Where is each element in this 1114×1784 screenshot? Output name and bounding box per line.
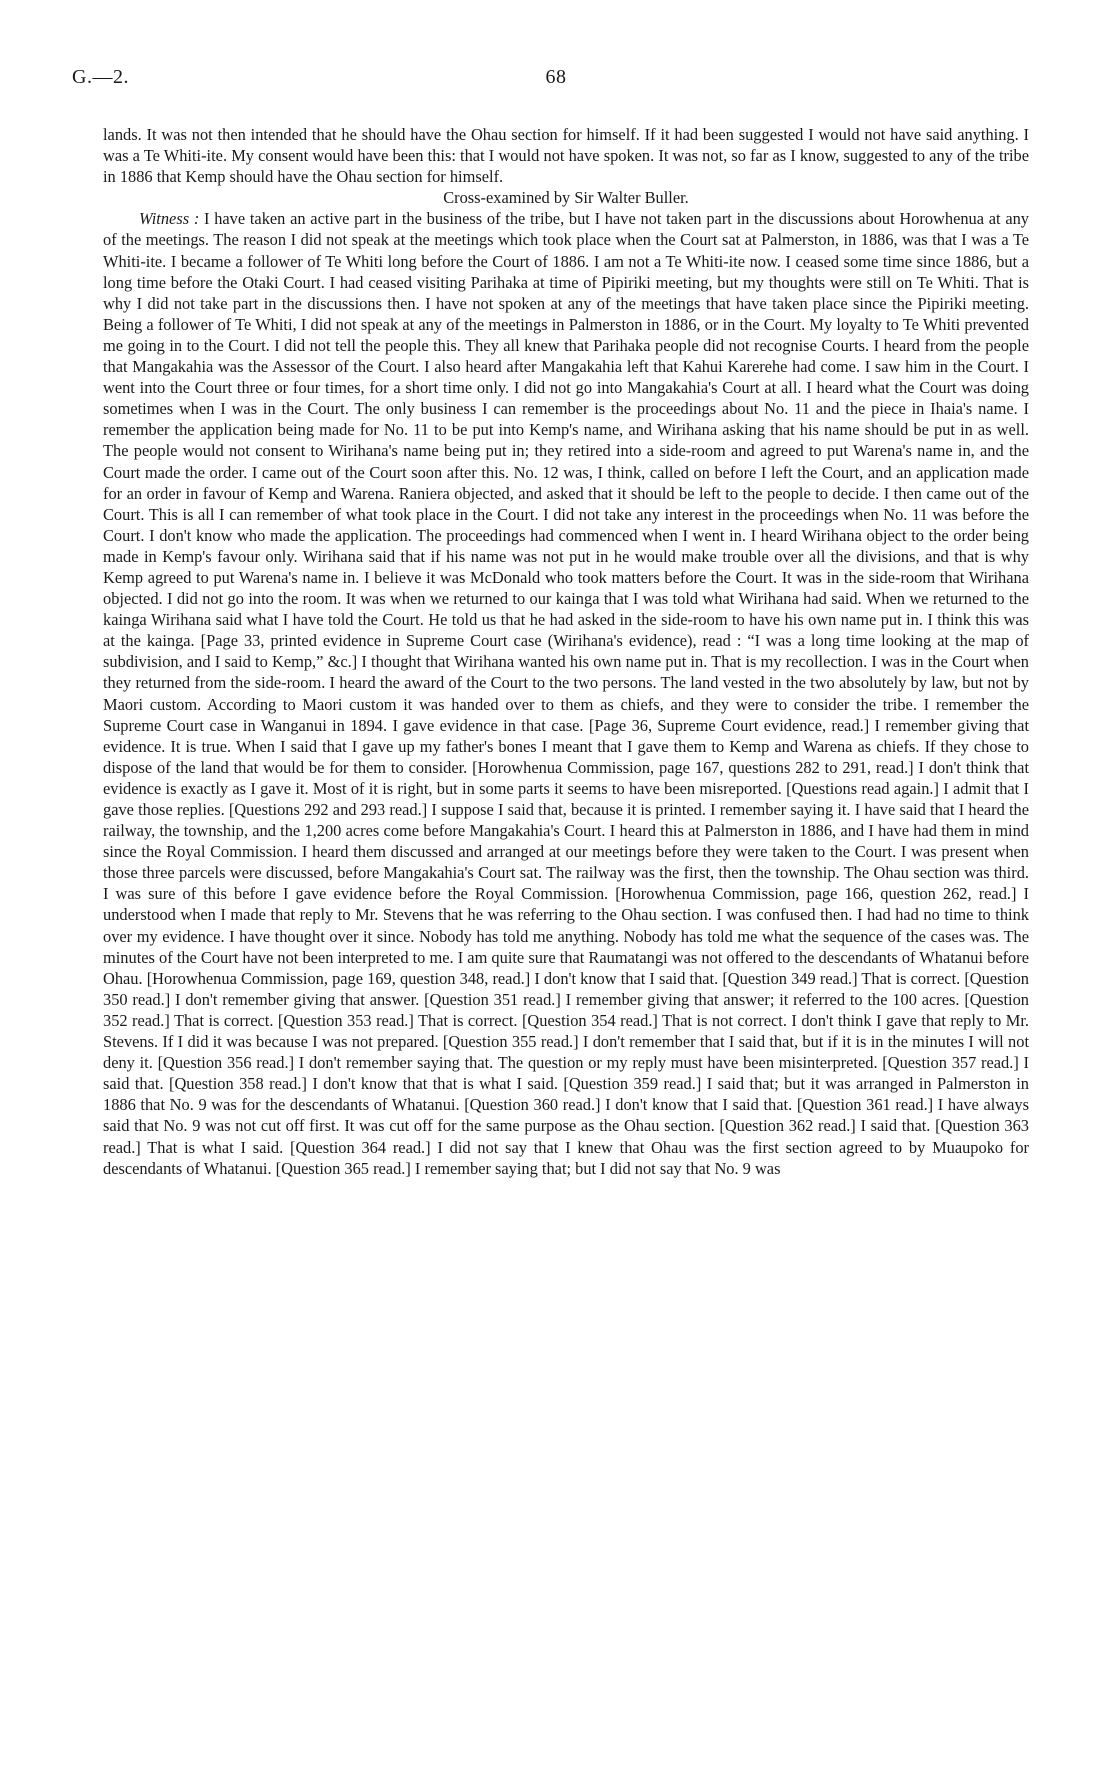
witness-testimony-paragraph [103,208,1029,1178]
page-header [72,66,1040,96]
page-number: 68 [545,66,567,88]
witness-label: Witness : [139,209,200,229]
parliamentary-paper-reference: G.—2. [72,66,129,88]
section-heading: Cross-examined by Sir Walter Buller. [443,188,689,208]
document-body [103,124,1029,1179]
continuation-paragraph: lands. It was not then intended that he should have the Ohau section for himself. If it had been suggested I would not have said anything. I was a Te Whiti-ite. My consent would have been this: that I would not have spoken. It was not, so far as I know, suggested to any of the tribe in 1886 that Kemp should have the Ohau section for himself. [103,125,1029,187]
witness-testimony-text: I have taken an active part in the business of the tribe, but I have not taken part in the discussions about Horowhenua at any of the meetings. The reason I did not speak at the meetings which took place when the Court sat at Palmerston, in 1886, was that I was a Te Whiti-ite. I became a follower of Te Whiti long before the Court of 1886. I am not a Te Whiti-ite now. I ceased some time since 1886, but a long time before the Otaki Court. I had ceased visiting Parihaka at time of Pipiriki meeting, but my thoughts were still on Te Whiti. That is why I did not take part in the discussions then. I have not spoken at any of the meetings that have taken place since the Pipiriki meeting. Being a follower of Te Whiti, I did not speak at any of the meetings in Palmerston in 1886, or in the Court. My loyalty to Te Whiti prevented me going in to the Court. I did not tell the people this. They all knew that Parihaka people did not recognise Courts. I heard from the people that Mangakahia was the Assessor of the Court. I also heard after Mangakahia left that Kahui Karerehe had come. I saw him in the Court. I went into the Court three or four times, for a short time only. I did not go into Mangakahia's Court at all. I heard what the Court was doing sometimes when I was in the Court. The only business I can remember is the proceedings about No. 11 and the piece in Ihaia's name. I remember the application being made for No. 11 to be put into Kemp's name, and Wirihana asking that his name should be put in as well. The people would not consent to Wirihana's name being put in; they retired into a side-room and agreed to put Warena's name in, and the Court made the order. I came out of the Court soon after this. No. 12 was, I think, called on before I left the Court, and an application made for an order in favour of Kemp and Warena. Raniera objected, and asked that it should be left to the people to decide. I then came out of the Court. This is all I can remember of what took place in the Court. I did not take any interest in the proceedings when No. 11 was before the Court. I don't know who made the application. The proceedings had commenced when I went in. I heard Wirihana object to the order being made in Kemp's favour only. Wirihana said that if his name was not put in he would make trouble over all the divisions, and that is why Kemp agreed to put Warena's name in. I believe it was McDonald who took matters before the Court. It was in the side-room that Wirihana objected. I did not go into the room. It was when we returned to our kainga that I was told what Wirihana had said. When we returned to the kainga Wirihana said what I have told the Court. He told us that he had asked in the side-room to have his own name put in. I think this was at the kainga. [Page 33, printed evidence in Supreme Court case (Wirihana's evidence), read : “I was a long time looking at the map of subdivision, and I said to Kemp,” &c.] I thought that Wirihana wanted his own name put in. That is my recollection. I was in the Court when they returned from the side-room. I heard the award of the Court to the two persons. The land vested in the two absolutely by law, but not by Maori custom. According to Maori custom it was handed over to them as chiefs, and they were to consider the tribe. I remember the Supreme Court case in Wanganui in 1894. I gave evidence in that case. [Page 36, Supreme Court evidence, read.] I remember giving that evidence. It is true. When I said that I gave up my father's bones I meant that I gave them to Kemp and Warena as chiefs. If they chose to dispose of the land that would be for them to consider. [Horowhenua Commission, page 167, questions 282 to 291, read.] I don't think that evidence is exactly as I gave it. Most of it is right, but in some parts it seems to have been misreported. [Questions read again.] I admit that I gave those replies. [Questions 292 and 293 read.] I suppose I said that, because it is printed. I remember saying it. I have said that I heard the railway, the township, and the 1,200 acres come before Mangakahia's Court. I heard this at Palmerston in 1886, and I have had them in mind since the Royal Commission. I heard them discussed and arranged at our meetings before they were taken to the Court. I was present when those three parcels were discussed, before Mangakahia's Court sat. The railway was the first, then the township. The Ohau section was third. I was sure of this before I gave evidence before the Royal Commission. [Horowhenua Commission, page 166, question 262, read.] I understood when I made that reply to Mr. Stevens that he was referring to the Ohau section. I was confused then. I had had no time to think over my evidence. I have thought over it since. Nobody has told me anything. Nobody has told me what the sequence of the cases was. The minutes of the Court have not been interpreted to me. I am quite sure that Raumatangi was not offered to the descendants of Whatanui before Ohau. [Horowhenua Commission, page 169, question 348, read.] I don't know that I said that. [Question 349 read.] That is correct. [Question 350 read.] I don't remember giving that answer. [Question 351 read.] I remember giving that answer; it referred to the 100 acres. [Question 352 read.] That is correct. [Question 353 read.] That is correct. [Question 354 read.] That is not correct. I don't think I gave that reply to Mr. Stevens. If I did it was because I was not prepared. [Question 355 read.] I don't remember that I said that, but if it is in the minutes I will not deny it. [Question 356 read.] I don't remember saying that. The question or my reply must have been misinterpreted. [Question 357 read.] I said that. [Question 358 read.] I don't know that that is what I said. [Question 359 read.] I said that; but it was arranged in Palmerston in 1886 that No. 9 was for the descendants of Whatanui. [Question 360 read.] I don't know that I said that. [Question 361 read.] I have always said that No. 9 was not cut off first. It was cut off for the same purpose as the Ohau section. [Question 362 read.] I said that. [Question 363 read.] That is what I said. [Question 364 read.] I did not say that I knew that Ohau was the first section agreed to by Muaupoko for descendants of Whatanui. [Question 365 read.] I remember saying that; but I did not say that No. 9 was [103,209,1029,1178]
